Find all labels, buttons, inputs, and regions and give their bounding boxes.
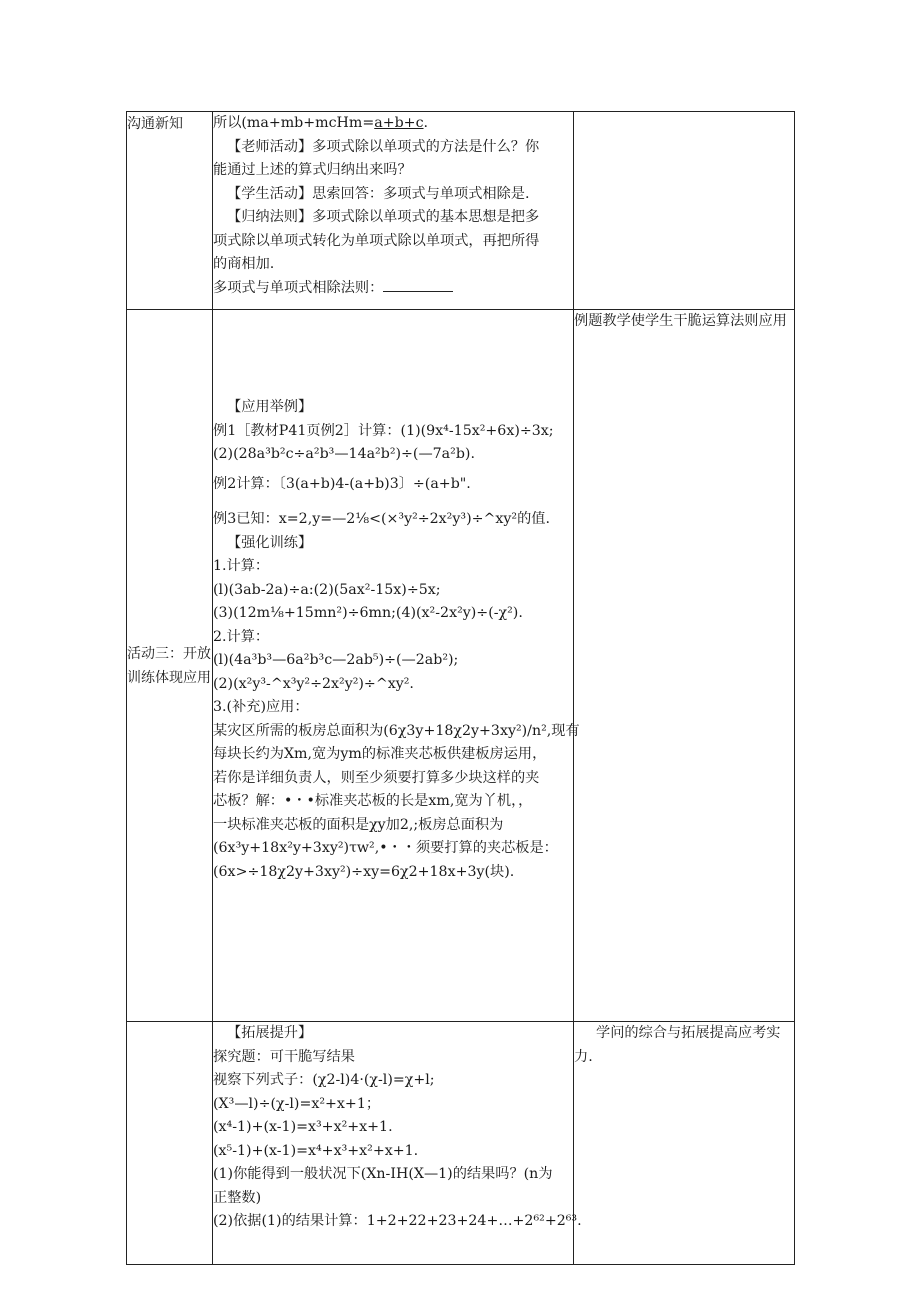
text-line: (1)你能得到一般状况下(Xn-IH(X—1)的结果吗？(n为 xyxy=(213,1166,553,1182)
text-line: 每块长约为Xm,宽为ym的标准夹芯板供建板房运用， xyxy=(213,746,547,762)
row-note: 例题教学使学生干脆运算法则应用 xyxy=(574,310,795,1022)
underlined-answer: a+b+c xyxy=(374,115,424,131)
row-label: 活动三：开放训练体现应用 xyxy=(127,310,213,1022)
row-note: 学问的综合与拓展提高应考实力. xyxy=(574,1022,795,1265)
lesson-plan-table xyxy=(126,111,795,1265)
text-line: 探究题：可干脆写结果 xyxy=(213,1048,355,1065)
text-line: 例1［教材P41页例2］计算：(1)(9x⁴-15x²+6x)÷3x; xyxy=(213,422,554,439)
row-content xyxy=(213,112,574,310)
text-line: 正整数) xyxy=(213,1189,262,1206)
text-line: 2.计算： xyxy=(213,628,270,645)
row-label: 沟通新知 xyxy=(127,112,213,310)
row-content xyxy=(213,1022,582,1265)
table-row xyxy=(127,1022,795,1265)
text-line: 1.计算： xyxy=(213,558,270,574)
text-line: 某灾区所需的板房总面积为(6χ3y+18χ2y+3xy²)∕n²,现有 xyxy=(213,722,580,739)
text-line: 例3已知：x=2,y=—2⅛<(×³y²÷2x²y³)÷^xy²的值. xyxy=(213,511,550,527)
text-line: (l)(4a³b³—6a²b³c—2ab⁵)÷(—2ab²); xyxy=(213,652,459,668)
text-line: 例2计算：〔3(a+b)4-(a+b)3〕÷(a+b". xyxy=(213,475,471,492)
text-line: 3.(补充)应用： xyxy=(213,699,309,715)
text-line: (2)依据(1)的结果计算：1+2+22+23+24+…+2⁶²+2⁶³. xyxy=(213,1213,582,1229)
text-line: (2)(28a³b²c÷a²b³—14a²b²)÷(—7a²b). xyxy=(213,446,475,462)
text-line: 【拓展提升】 xyxy=(227,1025,313,1041)
text-line: 【学生活动】思索回答：多项式与单项式相除是. xyxy=(227,185,530,202)
text-line: 芯板？解：•・•标准夹芯板的长是xm,宽为丫机，， xyxy=(213,793,533,809)
text-line: (6x³y+18x²y+3xy²)τw²,•・・须要打算的夹芯板是： xyxy=(213,840,558,856)
text-line: 多项式与单项式相除法则： xyxy=(213,277,573,301)
text-line: (3)(12m⅛+15mn²)÷6mn;(4)(x²-2x²y)÷(-χ²). xyxy=(213,605,523,621)
table-row xyxy=(127,112,795,310)
text-line: 【归纳法则】多项式除以单项式的基本思想是把多 xyxy=(227,209,540,225)
text-line: (X³—l)÷(χ-l)=x²+x+1； xyxy=(213,1095,381,1112)
text-line: 一块标准夹芯板的面积是χy加2,;板房总面积为 xyxy=(213,816,504,833)
text-line: 视察下列式子：(χ2-l)4·(χ-l)=χ+l; xyxy=(213,1072,435,1088)
row-content xyxy=(213,310,580,1022)
row-label xyxy=(127,1022,213,1265)
text-line: (2)(x²y³-^x³y²÷2x²y²)÷^xy². xyxy=(213,675,414,692)
text-line: 【应用举例】 xyxy=(227,399,313,415)
text-line: 能通过上述的算式归纳出来吗？ xyxy=(213,162,412,178)
table-row xyxy=(127,310,795,1022)
text-line: (x⁵-1)+(x-1)=x⁴+x³+x²+x+1. xyxy=(213,1142,419,1159)
text-line: 项式除以单项式转化为单项式除以单项式，再把所得 xyxy=(213,232,540,249)
row-note xyxy=(574,112,795,310)
text-line: 若你是详细负责人，则至少须要打算多少块这样的夹 xyxy=(213,769,540,786)
text-line: 的商相加. xyxy=(213,256,275,272)
text-line: (x⁴-1)+(x-1)=x³+x²+x+1. xyxy=(213,1119,393,1135)
text-line: 所以(ma+mb+mcHm=a+b+c. xyxy=(213,115,429,131)
text-line: 【老师活动】多项式除以单项式的方法是什么？你 xyxy=(227,138,540,155)
text-line: (l)(3ab-2a)÷a:(2)(5ax²-15x)÷5x; xyxy=(213,581,441,598)
text-line: 【强化训练】 xyxy=(227,534,313,551)
fill-blank xyxy=(383,277,453,292)
text-line: (6x>÷18χ2y+3xy²)÷xy=6χ2+18x+3y(块). xyxy=(213,863,515,880)
